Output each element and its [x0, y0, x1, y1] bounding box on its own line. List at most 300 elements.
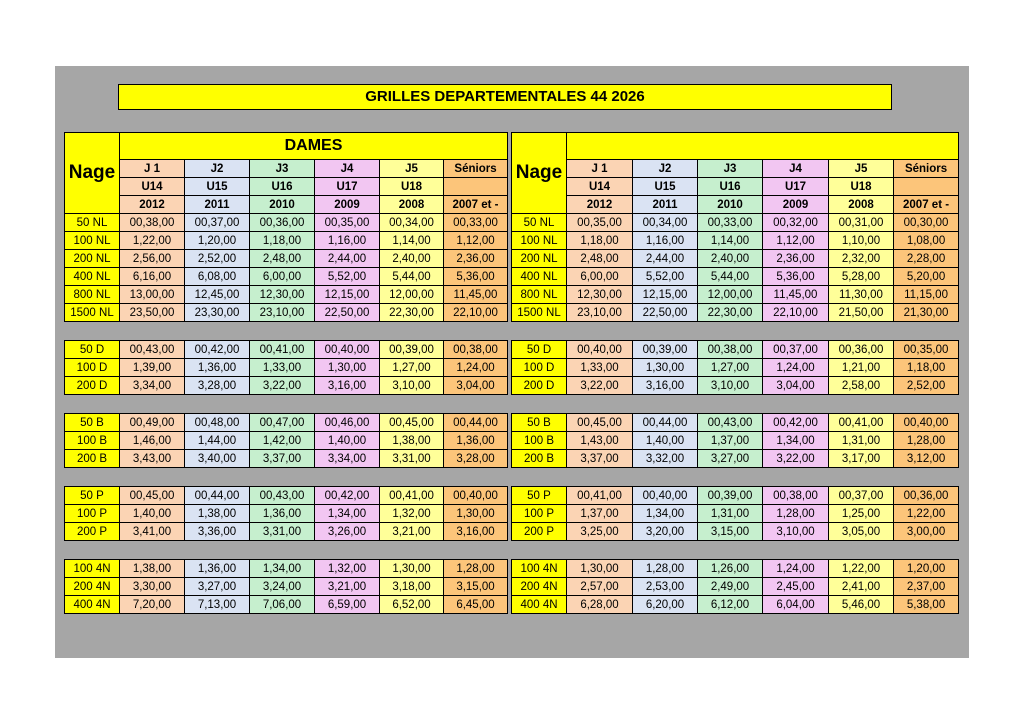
time-cell: 00,49,00 — [120, 414, 185, 432]
time-cell: 7,13,00 — [185, 596, 250, 614]
group-spacer — [512, 395, 959, 414]
time-cell: 00,40,00 — [567, 341, 633, 359]
time-cell: 3,27,00 — [698, 450, 763, 468]
event-label: 50 NL — [512, 214, 567, 232]
time-cell: 2,48,00 — [567, 250, 633, 268]
time-cell: 00,35,00 — [894, 341, 959, 359]
spacer-cell — [512, 322, 959, 341]
time-cell: 1,37,00 — [567, 505, 633, 523]
event-label: 100 B — [65, 432, 120, 450]
time-cell: 1,42,00 — [250, 432, 315, 450]
event-label: 400 4N — [512, 596, 567, 614]
time-cell: 1,44,00 — [185, 432, 250, 450]
time-cell: 00,41,00 — [380, 487, 444, 505]
time-cell: 3,25,00 — [567, 523, 633, 541]
time-cell: 2,56,00 — [120, 250, 185, 268]
header-row-u — [65, 178, 508, 196]
time-cell: 00,41,00 — [250, 341, 315, 359]
table-row — [65, 286, 508, 304]
event-label: 100 D — [512, 359, 567, 377]
time-cell: 1,18,00 — [894, 359, 959, 377]
time-cell: 3,37,00 — [250, 450, 315, 468]
time-cell: 00,37,00 — [185, 214, 250, 232]
time-cell: 00,36,00 — [829, 341, 894, 359]
time-cell: 3,16,00 — [633, 377, 698, 395]
column-year-label: 2012 — [567, 196, 633, 214]
event-label: 200 P — [512, 523, 567, 541]
category-heading — [567, 133, 959, 160]
heading-row — [65, 133, 508, 160]
time-cell: 1,40,00 — [633, 432, 698, 450]
time-cell: 3,22,00 — [567, 377, 633, 395]
time-cell: 2,40,00 — [698, 250, 763, 268]
time-cell: 7,20,00 — [120, 596, 185, 614]
time-cell: 3,32,00 — [633, 450, 698, 468]
table-row — [65, 432, 508, 450]
time-cell: 21,50,00 — [829, 304, 894, 322]
time-cell: 00,37,00 — [763, 341, 829, 359]
time-cell: 11,30,00 — [829, 286, 894, 304]
event-label: 200 NL — [512, 250, 567, 268]
time-cell: 1,24,00 — [763, 560, 829, 578]
table-row — [512, 250, 959, 268]
table-row — [65, 596, 508, 614]
time-cell: 3,20,00 — [633, 523, 698, 541]
time-cell: 00,36,00 — [894, 487, 959, 505]
time-cell: 1,14,00 — [380, 232, 444, 250]
time-cell: 6,59,00 — [315, 596, 380, 614]
time-cell: 00,42,00 — [315, 487, 380, 505]
time-cell: 1,30,00 — [380, 560, 444, 578]
time-cell: 12,00,00 — [698, 286, 763, 304]
time-cell: 00,40,00 — [444, 487, 508, 505]
time-cell: 5,52,00 — [315, 268, 380, 286]
time-cell: 12,15,00 — [633, 286, 698, 304]
time-cell: 1,20,00 — [185, 232, 250, 250]
column-u-label: U15 — [633, 178, 698, 196]
time-cell: 1,46,00 — [120, 432, 185, 450]
time-cell: 00,40,00 — [633, 487, 698, 505]
time-cell: 22,10,00 — [444, 304, 508, 322]
table-row — [65, 414, 508, 432]
time-cell: 1,25,00 — [829, 505, 894, 523]
time-cell: 1,36,00 — [444, 432, 508, 450]
time-cell: 2,36,00 — [763, 250, 829, 268]
column-u-label: U15 — [185, 178, 250, 196]
table-row — [512, 268, 959, 286]
event-label: 100 B — [512, 432, 567, 450]
time-cell: 11,45,00 — [763, 286, 829, 304]
column-u-label: U18 — [829, 178, 894, 196]
table-row — [512, 304, 959, 322]
table-row — [65, 341, 508, 359]
time-cell: 00,38,00 — [698, 341, 763, 359]
spacer-cell — [65, 468, 508, 487]
event-label: 800 NL — [512, 286, 567, 304]
column-year-label: 2011 — [185, 196, 250, 214]
time-cell: 3,16,00 — [444, 523, 508, 541]
nage-header: Nage — [512, 133, 567, 214]
spacer-cell — [65, 541, 508, 560]
column-j-label: J5 — [829, 160, 894, 178]
time-cell: 12,15,00 — [315, 286, 380, 304]
time-cell: 1,22,00 — [829, 560, 894, 578]
time-cell: 2,49,00 — [698, 578, 763, 596]
time-cell: 12,30,00 — [250, 286, 315, 304]
header-row-u — [512, 178, 959, 196]
time-cell: 3,04,00 — [444, 377, 508, 395]
time-cell: 1,22,00 — [894, 505, 959, 523]
header-row-j — [65, 160, 508, 178]
column-year-label: 2009 — [315, 196, 380, 214]
event-label: 200 4N — [65, 578, 120, 596]
table-row — [512, 232, 959, 250]
time-cell: 3,31,00 — [380, 450, 444, 468]
time-cell: 00,38,00 — [763, 487, 829, 505]
time-cell: 3,37,00 — [567, 450, 633, 468]
time-cell: 2,53,00 — [633, 578, 698, 596]
time-cell: 6,00,00 — [250, 268, 315, 286]
time-cell: 00,45,00 — [567, 414, 633, 432]
table-row — [512, 341, 959, 359]
time-cell: 1,33,00 — [250, 359, 315, 377]
header-row-j — [512, 160, 959, 178]
event-label: 400 4N — [65, 596, 120, 614]
time-cell: 21,30,00 — [894, 304, 959, 322]
time-cell: 1,40,00 — [315, 432, 380, 450]
time-cell: 1,27,00 — [380, 359, 444, 377]
time-cell: 1,40,00 — [120, 505, 185, 523]
group-spacer — [65, 468, 508, 487]
time-cell: 3,15,00 — [444, 578, 508, 596]
time-cell: 1,30,00 — [633, 359, 698, 377]
table-row — [65, 560, 508, 578]
time-cell: 5,36,00 — [763, 268, 829, 286]
table-row — [65, 359, 508, 377]
time-cell: 00,34,00 — [633, 214, 698, 232]
column-j-label: J5 — [380, 160, 444, 178]
time-cell: 00,33,00 — [698, 214, 763, 232]
column-j-label: J2 — [185, 160, 250, 178]
time-cell: 3,05,00 — [829, 523, 894, 541]
time-cell: 00,32,00 — [763, 214, 829, 232]
time-cell: 23,50,00 — [120, 304, 185, 322]
group-spacer — [65, 541, 508, 560]
event-label: 200 P — [65, 523, 120, 541]
column-year-label: 2010 — [250, 196, 315, 214]
time-cell: 00,43,00 — [698, 414, 763, 432]
event-label: 50 D — [65, 341, 120, 359]
time-cell: 3,26,00 — [315, 523, 380, 541]
column-u-label: U14 — [120, 178, 185, 196]
time-cell: 23,30,00 — [185, 304, 250, 322]
time-cell: 3,00,00 — [894, 523, 959, 541]
column-u-label: U16 — [698, 178, 763, 196]
table-row — [512, 450, 959, 468]
time-cell: 6,00,00 — [567, 268, 633, 286]
time-cell: 00,41,00 — [829, 414, 894, 432]
time-cell: 1,08,00 — [894, 232, 959, 250]
time-cell: 00,35,00 — [567, 214, 633, 232]
nage-header: Nage — [65, 133, 120, 214]
time-cell: 7,06,00 — [250, 596, 315, 614]
table-row — [512, 560, 959, 578]
header-row-year — [512, 196, 959, 214]
event-label: 200 4N — [512, 578, 567, 596]
event-label: 100 P — [65, 505, 120, 523]
time-cell: 23,10,00 — [250, 304, 315, 322]
time-cell: 00,42,00 — [763, 414, 829, 432]
table-row — [65, 377, 508, 395]
spacer-cell — [512, 468, 959, 487]
time-cell: 00,37,00 — [829, 487, 894, 505]
time-cell: 00,48,00 — [185, 414, 250, 432]
table-row — [512, 523, 959, 541]
time-cell: 2,57,00 — [567, 578, 633, 596]
time-cell: 00,40,00 — [894, 414, 959, 432]
time-cell: 3,18,00 — [380, 578, 444, 596]
time-cell: 00,44,00 — [185, 487, 250, 505]
time-cell: 2,41,00 — [829, 578, 894, 596]
time-cell: 2,36,00 — [444, 250, 508, 268]
time-cell: 3,27,00 — [185, 578, 250, 596]
time-cell: 22,30,00 — [698, 304, 763, 322]
time-cell: 6,08,00 — [185, 268, 250, 286]
time-cell: 1,38,00 — [380, 432, 444, 450]
time-cell: 11,15,00 — [894, 286, 959, 304]
time-cell: 5,52,00 — [633, 268, 698, 286]
column-year-label: 2007 et - — [894, 196, 959, 214]
time-cell: 3,10,00 — [763, 523, 829, 541]
time-cell: 2,44,00 — [633, 250, 698, 268]
time-cell: 3,22,00 — [763, 450, 829, 468]
time-cell: 2,32,00 — [829, 250, 894, 268]
time-cell: 2,52,00 — [185, 250, 250, 268]
table-row — [65, 450, 508, 468]
time-cell: 3,43,00 — [120, 450, 185, 468]
column-u-label: U17 — [315, 178, 380, 196]
time-cell: 22,30,00 — [380, 304, 444, 322]
event-label: 50 NL — [65, 214, 120, 232]
time-cell: 3,40,00 — [185, 450, 250, 468]
time-cell: 1,36,00 — [250, 505, 315, 523]
time-cell: 5,36,00 — [444, 268, 508, 286]
time-cell: 00,34,00 — [380, 214, 444, 232]
time-cell: 1,28,00 — [633, 560, 698, 578]
time-cell: 00,47,00 — [250, 414, 315, 432]
group-spacer — [512, 468, 959, 487]
time-cell: 13,00,00 — [120, 286, 185, 304]
event-label: 100 NL — [512, 232, 567, 250]
event-label: 100 4N — [65, 560, 120, 578]
event-label: 50 B — [512, 414, 567, 432]
time-cell: 1,32,00 — [315, 560, 380, 578]
time-cell: 22,50,00 — [315, 304, 380, 322]
time-cell: 00,46,00 — [315, 414, 380, 432]
event-label: 200 D — [65, 377, 120, 395]
time-cell: 00,38,00 — [120, 214, 185, 232]
time-cell: 1,39,00 — [120, 359, 185, 377]
event-label: 50 P — [512, 487, 567, 505]
column-year-label: 2008 — [380, 196, 444, 214]
time-cell: 3,15,00 — [698, 523, 763, 541]
time-cell: 00,45,00 — [380, 414, 444, 432]
time-cell: 1,37,00 — [698, 432, 763, 450]
event-label: 100 NL — [65, 232, 120, 250]
group-spacer — [65, 395, 508, 414]
table-row — [65, 487, 508, 505]
time-cell: 00,38,00 — [444, 341, 508, 359]
time-cell: 1,28,00 — [894, 432, 959, 450]
time-cell: 00,31,00 — [829, 214, 894, 232]
event-label: 50 P — [65, 487, 120, 505]
time-cell: 1,31,00 — [829, 432, 894, 450]
time-cell: 2,28,00 — [894, 250, 959, 268]
column-j-label: J 1 — [567, 160, 633, 178]
column-u-label: U18 — [380, 178, 444, 196]
time-cell: 1,28,00 — [763, 505, 829, 523]
event-label: 100 P — [512, 505, 567, 523]
time-cell: 3,21,00 — [315, 578, 380, 596]
table-row — [65, 505, 508, 523]
page-title: GRILLES DEPARTEMENTALES 44 2026 — [118, 84, 892, 110]
time-cell: 1,31,00 — [698, 505, 763, 523]
column-u-label: U17 — [763, 178, 829, 196]
event-label: 1500 NL — [65, 304, 120, 322]
time-cell: 00,40,00 — [315, 341, 380, 359]
time-cell: 1,14,00 — [698, 232, 763, 250]
table-row — [512, 377, 959, 395]
time-cell: 1,34,00 — [633, 505, 698, 523]
time-cell: 1,10,00 — [829, 232, 894, 250]
column-u-label — [444, 178, 508, 196]
time-cell: 3,17,00 — [829, 450, 894, 468]
time-cell: 3,28,00 — [444, 450, 508, 468]
time-cell: 1,12,00 — [444, 232, 508, 250]
event-label: 200 B — [65, 450, 120, 468]
time-cell: 6,45,00 — [444, 596, 508, 614]
time-cell: 5,38,00 — [894, 596, 959, 614]
column-u-label: U16 — [250, 178, 315, 196]
time-cell: 3,10,00 — [380, 377, 444, 395]
column-year-label: 2010 — [698, 196, 763, 214]
column-u-label — [894, 178, 959, 196]
event-label: 50 B — [65, 414, 120, 432]
time-cell: 2,45,00 — [763, 578, 829, 596]
column-year-label: 2011 — [633, 196, 698, 214]
time-cell: 1,21,00 — [829, 359, 894, 377]
time-cell: 23,10,00 — [567, 304, 633, 322]
event-label: 200 B — [512, 450, 567, 468]
table-row — [512, 414, 959, 432]
time-cell: 6,04,00 — [763, 596, 829, 614]
time-cell: 00,42,00 — [185, 341, 250, 359]
time-cell: 1,22,00 — [120, 232, 185, 250]
time-cell: 2,48,00 — [250, 250, 315, 268]
time-cell: 1,18,00 — [250, 232, 315, 250]
group-spacer — [65, 322, 508, 341]
time-cell: 12,00,00 — [380, 286, 444, 304]
time-cell: 6,12,00 — [698, 596, 763, 614]
table-row — [65, 304, 508, 322]
time-cell: 3,34,00 — [315, 450, 380, 468]
time-cell: 1,43,00 — [567, 432, 633, 450]
time-cell: 1,32,00 — [380, 505, 444, 523]
time-cell: 6,20,00 — [633, 596, 698, 614]
table-row — [512, 578, 959, 596]
column-year-label: 2007 et - — [444, 196, 508, 214]
table-row — [65, 214, 508, 232]
time-cell: 6,16,00 — [120, 268, 185, 286]
event-label: 800 NL — [65, 286, 120, 304]
column-j-label: J4 — [315, 160, 380, 178]
event-label: 50 D — [512, 341, 567, 359]
time-cell: 5,46,00 — [829, 596, 894, 614]
time-cell: 3,04,00 — [763, 377, 829, 395]
time-cell: 3,41,00 — [120, 523, 185, 541]
time-cell: 1,24,00 — [444, 359, 508, 377]
time-cell: 1,24,00 — [763, 359, 829, 377]
table-row — [512, 359, 959, 377]
time-cell: 1,34,00 — [763, 432, 829, 450]
time-cell: 3,12,00 — [894, 450, 959, 468]
header-row-year — [65, 196, 508, 214]
spacer-cell — [512, 395, 959, 414]
time-cell: 00,45,00 — [120, 487, 185, 505]
table-row — [65, 250, 508, 268]
time-cell: 3,21,00 — [380, 523, 444, 541]
time-cell: 3,34,00 — [120, 377, 185, 395]
time-cell: 1,20,00 — [894, 560, 959, 578]
time-cell: 1,38,00 — [185, 505, 250, 523]
time-cell: 1,36,00 — [185, 359, 250, 377]
time-cell: 1,18,00 — [567, 232, 633, 250]
column-j-label: J 1 — [120, 160, 185, 178]
time-cell: 11,45,00 — [444, 286, 508, 304]
table-row — [65, 578, 508, 596]
table-row — [65, 268, 508, 286]
spacer-cell — [65, 322, 508, 341]
event-label: 400 NL — [512, 268, 567, 286]
time-cell: 00,39,00 — [698, 487, 763, 505]
time-cell: 3,30,00 — [120, 578, 185, 596]
time-cell: 1,27,00 — [698, 359, 763, 377]
time-cell: 22,10,00 — [763, 304, 829, 322]
event-label: 1500 NL — [512, 304, 567, 322]
event-label: 100 4N — [512, 560, 567, 578]
table-row — [512, 596, 959, 614]
time-cell: 1,28,00 — [444, 560, 508, 578]
column-j-label: J3 — [698, 160, 763, 178]
column-j-label: J3 — [250, 160, 315, 178]
time-cell: 00,36,00 — [250, 214, 315, 232]
time-cell: 3,16,00 — [315, 377, 380, 395]
time-cell: 1,30,00 — [315, 359, 380, 377]
time-cell: 00,43,00 — [120, 341, 185, 359]
column-j-label: Séniors — [894, 160, 959, 178]
column-j-label: J2 — [633, 160, 698, 178]
spacer-cell — [65, 395, 508, 414]
time-cell: 1,30,00 — [567, 560, 633, 578]
time-cell: 2,37,00 — [894, 578, 959, 596]
time-cell: 1,16,00 — [633, 232, 698, 250]
time-cell: 00,39,00 — [380, 341, 444, 359]
table-row — [512, 432, 959, 450]
time-cell: 22,50,00 — [633, 304, 698, 322]
time-cell: 1,33,00 — [567, 359, 633, 377]
column-j-label: J4 — [763, 160, 829, 178]
time-cell: 3,36,00 — [185, 523, 250, 541]
